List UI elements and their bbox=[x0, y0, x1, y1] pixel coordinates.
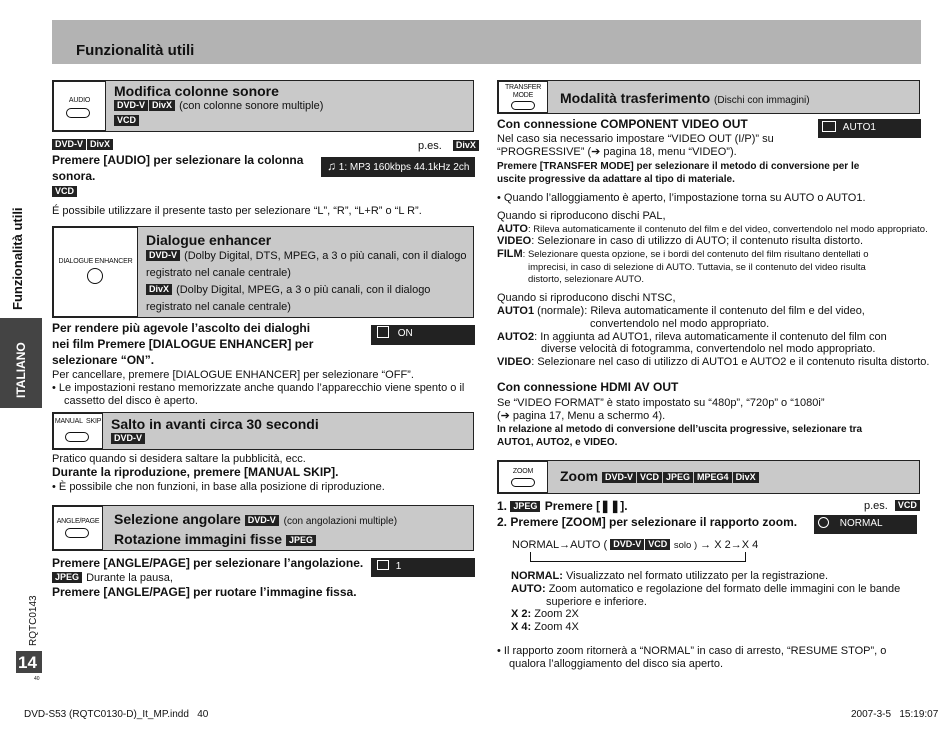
flow-x2: X 2 bbox=[714, 539, 731, 551]
skip-text-1: Pratico quando si desidera saltare la pubblicità, ecc. bbox=[52, 453, 306, 465]
angle-button-icon bbox=[65, 528, 89, 538]
flow-return-line bbox=[530, 552, 746, 562]
pal-auto-key: AUTO bbox=[497, 223, 528, 235]
audio-button-label: AUDIO bbox=[68, 97, 91, 104]
audio-vcd-line bbox=[114, 115, 140, 128]
zoom-title bbox=[560, 468, 760, 484]
pal-auto-value: : Rileva automaticamente il contenuto del film e del video, convertendolo nel modo appropriato. bbox=[527, 224, 928, 235]
zoom-desc-normal-key: NORMAL: bbox=[511, 570, 563, 582]
audio-display-text: 1: MP3 160kbps 44.1kHz 2ch bbox=[338, 162, 470, 173]
audio-instruction-1: Premere [AUDIO] per selezionare la colonna bbox=[52, 153, 304, 167]
zoom-desc-auto-2: superiore e inferiore. bbox=[546, 596, 647, 608]
angle-pause-tag: JPEG bbox=[52, 572, 82, 583]
zoom-desc-auto-1 bbox=[511, 583, 900, 596]
pal-video-value: : Selezionare in caso di utilizzo di AUTO; il contenuto risulta distorto. bbox=[531, 235, 864, 247]
zoom-tag-jpeg: JPEG bbox=[663, 472, 693, 483]
hdmi-2: (➔ pagina 17, Menu a schermo 4). bbox=[497, 410, 666, 422]
ntsc-heading: Quando si riproducono dischi NTSC, bbox=[497, 292, 676, 304]
audio-instruction-2: sonora. bbox=[52, 169, 96, 183]
hdmi-heading: Con connessione HDMI AV OUT bbox=[497, 380, 679, 394]
transfer-button-label-1: TRANSFER bbox=[504, 84, 542, 91]
audio-tag-dvdv: DVD-V bbox=[114, 100, 148, 111]
audio-button-icon bbox=[66, 108, 90, 118]
zoom-desc-normal bbox=[511, 570, 828, 583]
audio-button-box bbox=[53, 81, 106, 131]
angle-button-label: ANGLE/PAGE bbox=[56, 518, 100, 525]
zoom-display-text: NORMAL bbox=[839, 518, 883, 529]
dialogue-line-1a bbox=[146, 250, 467, 263]
audio-note: (con colonne sonore multiple) bbox=[179, 100, 324, 112]
transfer-p1-2: “PROGRESSIVE” (➔ pagina 18, menu “VIDEO”). bbox=[497, 146, 737, 158]
small-number: 40 bbox=[34, 676, 40, 682]
audio-sub-tag-dvdv: DVD-V bbox=[52, 139, 86, 150]
audio-example bbox=[418, 140, 480, 153]
audio-vcd-sub-tag: VCD bbox=[52, 186, 77, 197]
audio-vcd-sub-line bbox=[52, 186, 78, 199]
angle-instruction-2: Premere [ANGLE/PAGE] per ruotare l’immagine fissa. bbox=[52, 585, 357, 599]
dialogue-tag-dvdv: DVD-V bbox=[146, 250, 180, 261]
ntsc-auto1-2: convertendolo nel modo appropriato. bbox=[590, 318, 770, 330]
angle-pause-text: Durante la pausa, bbox=[86, 572, 173, 584]
dialogue-bullet-1: • Le impostazioni restano memorizzate anche quando l’apparecchio viene spento o il bbox=[52, 382, 465, 394]
transfer-bullet: • Quando l’alloggiamento è aperto, l’impostazione torna su AUTO o AUTO1. bbox=[497, 192, 866, 204]
ntsc-auto1 bbox=[497, 305, 865, 318]
ntsc-auto2-value: : In aggiunta ad AUTO1, rileva automaticamente il contenuto del film con bbox=[534, 331, 887, 343]
zoom-desc-x4-key: X 4: bbox=[511, 621, 532, 633]
dialogue-button-icon bbox=[87, 268, 103, 284]
ntsc-video bbox=[497, 356, 929, 369]
audio-vcd-text: É possibile utilizzare il presente tasto per selezionare “L”, “R”, “L+R” o “L R”. bbox=[52, 205, 422, 217]
doc-code: RQTC0143 bbox=[28, 595, 39, 646]
zoom-desc-x2 bbox=[511, 608, 579, 621]
audio-tags-line bbox=[114, 100, 323, 113]
zoom-example-tag: VCD bbox=[895, 500, 920, 511]
transfer-icon bbox=[822, 121, 836, 132]
zoom-step-1-text: Premere [❚❚]. bbox=[544, 499, 628, 513]
audio-display bbox=[321, 157, 475, 177]
flow-auto: AUTO ( bbox=[570, 539, 608, 551]
dialogue-display bbox=[371, 325, 475, 345]
angle-pause-line bbox=[52, 572, 173, 585]
skip-tag-dvdv: DVD-V bbox=[111, 433, 145, 444]
transfer-note: (Dischi con immagini) bbox=[714, 95, 810, 106]
transfer-button-icon bbox=[511, 101, 535, 110]
audio-example-label: p.es. bbox=[418, 140, 442, 152]
zoom-button-icon bbox=[511, 478, 535, 487]
transfer-p2-1: Premere [TRANSFER MODE] per selezionare il metodo di conversione per le bbox=[497, 161, 860, 172]
audio-sub-tags bbox=[52, 139, 114, 152]
flow-arrow-3: → bbox=[730, 539, 742, 551]
flow-tag-vcd: VCD bbox=[645, 539, 670, 550]
dialogue-title: Dialogue enhancer bbox=[146, 232, 272, 248]
dialogue-line-2a bbox=[146, 284, 430, 297]
zoom-button-box bbox=[498, 461, 548, 493]
transfer-title bbox=[560, 90, 810, 106]
zoom-example bbox=[864, 500, 921, 513]
hdmi-3: In relazione al metodo di conversione dell’uscita progressive, selezionare tra bbox=[497, 424, 863, 435]
pal-video bbox=[497, 235, 863, 248]
zoom-step-2: 2. Premere [ZOOM] per selezionare il rapporto zoom. bbox=[497, 515, 798, 529]
zoom-display bbox=[814, 515, 917, 534]
zoom-step-1 bbox=[497, 500, 628, 513]
dialogue-line-1b: registrato nel canale centrale) bbox=[146, 267, 291, 279]
transfer-bullet-text: Quando l’alloggiamento è aperto, l’impostazione torna su AUTO o AUTO1. bbox=[503, 192, 866, 204]
audio-tag-vcd: VCD bbox=[114, 115, 139, 126]
ntsc-video-key: VIDEO bbox=[497, 356, 532, 368]
ntsc-auto2-key: AUTO2 bbox=[497, 331, 535, 343]
pal-film-1 bbox=[497, 248, 869, 261]
transfer-button-label-2: MODE bbox=[512, 92, 534, 99]
dialogue-line-2b: registrato nel canale centrale) bbox=[146, 301, 291, 313]
dialogue-display-text: ON bbox=[397, 328, 413, 339]
skip-title: Salto in avanti circa 30 secondi bbox=[111, 416, 319, 432]
pal-film-value-1: : Selezionare questa opzione, se i bordi del contenuto del film risultano dentellati o bbox=[522, 249, 869, 260]
zoom-tag-divx: DivX bbox=[733, 472, 759, 483]
angle-tag-dvdv: DVD-V bbox=[245, 515, 279, 526]
angle-instruction-1: Premere [ANGLE/PAGE] per selezionare l’angolazione. bbox=[52, 556, 364, 570]
dialogue-line-2a-text: (Dolby Digital, MPEG, a 3 o più canali, con il dialogo bbox=[176, 284, 431, 296]
pal-film-2: imprecisi, in caso di selezione di AUTO. Tuttavia, se il contenuto del video risulta bbox=[528, 262, 866, 273]
flow-normal: NORMAL bbox=[512, 539, 560, 551]
dialogue-instruction-3: selezionare “ON”. bbox=[52, 353, 155, 367]
zoom-title-text: Zoom bbox=[560, 468, 599, 484]
page-number: 14 bbox=[18, 653, 37, 672]
angle-display-text: 1 bbox=[395, 561, 402, 572]
language-label: ITALIANO bbox=[14, 342, 28, 398]
audio-title: Modifica colonne sonore bbox=[114, 83, 279, 99]
zoom-button-label: ZOOM bbox=[512, 468, 534, 475]
music-note-icon: ♫ bbox=[327, 159, 336, 173]
zoom-desc-x4 bbox=[511, 621, 579, 634]
skip-tag-line bbox=[111, 433, 146, 446]
side-tab-label: Funzionalità utili bbox=[10, 207, 25, 310]
pal-heading: Quando si riproducono dischi PAL, bbox=[497, 210, 666, 222]
angle-title-2 bbox=[114, 531, 317, 547]
flow-arrow-2: → bbox=[700, 539, 712, 551]
ntsc-auto2-2: diverse velocità di fotogramma, convertendolo nel modo appropriato. bbox=[541, 343, 876, 355]
flow-arrow-1: → bbox=[559, 539, 571, 551]
skip-button-label: MANUAL SKIP bbox=[54, 418, 102, 425]
skip-bullet-text: È possibile che non funzioni, in base alla posizione di riproduzione. bbox=[58, 481, 385, 493]
dialogue-bullet-2: cassetto del disco è aperto. bbox=[64, 395, 198, 407]
speaker-icon bbox=[377, 326, 389, 338]
transfer-p2-2: uscite progressive da adattare al tipo di materiale. bbox=[497, 174, 735, 185]
zoom-tag-vcd: VCD bbox=[637, 472, 662, 483]
footer-left: DVD-S53 (RQTC0130-D)_It_MP.indd 40 bbox=[24, 709, 209, 720]
audio-sub-tag-divx: DivX bbox=[87, 139, 113, 150]
zoom-desc-x2-value: Zoom 2X bbox=[531, 608, 579, 620]
footer-right: 2007-3-5 15:19:07 bbox=[851, 709, 939, 720]
zoom-tag-mpeg4: MPEG4 bbox=[694, 472, 732, 483]
flow-solo: solo ) bbox=[671, 540, 698, 551]
angle-tag-jpeg: JPEG bbox=[286, 535, 316, 546]
angle-display bbox=[371, 558, 475, 577]
angle-note: (con angolazioni multiple) bbox=[283, 516, 398, 527]
flow-tag-dvdv: DVD-V bbox=[610, 539, 644, 550]
dialogue-line-1a-text: (Dolby Digital, DTS, MPEG, a 3 o più canali, con il dialogo bbox=[184, 250, 467, 262]
dialogue-cancel: Per cancellare, premere [DIALOGUE ENHANCER] per selezionare “OFF”. bbox=[52, 369, 414, 381]
page-title: Funzionalità utili bbox=[76, 42, 195, 59]
transfer-display-text: AUTO1 bbox=[842, 122, 876, 133]
dialogue-tag-divx: DivX bbox=[146, 284, 172, 295]
audio-tag-divx: DivX bbox=[149, 100, 175, 111]
skip-bullet: • È possibile che non funzioni, in base alla posizione di riproduzione. bbox=[52, 481, 385, 493]
ntsc-video-value: : Selezionare nel caso di utilizzo di AUTO1 e AUTO2 e il contenuto risulta distorto. bbox=[531, 356, 930, 368]
pal-video-key: VIDEO bbox=[497, 235, 532, 247]
zoom-tag-dvdv: DVD-V bbox=[602, 472, 636, 483]
zoom-desc-auto-key: AUTO: bbox=[511, 583, 546, 595]
zoom-bullet-1-text: Il rapporto zoom ritornerà a “NORMAL” in caso di arresto, “RESUME STOP”, o bbox=[503, 645, 887, 657]
zoom-desc-x4-value: Zoom 4X bbox=[531, 621, 579, 633]
dialogue-button-label: DIALOGUE ENHANCER bbox=[58, 258, 133, 265]
angle-title-2-text: Rotazione immagini fisse bbox=[114, 531, 283, 547]
pal-film-key: FILM bbox=[497, 248, 523, 260]
zoom-desc-x2-key: X 2: bbox=[511, 608, 532, 620]
zoom-desc-auto-value: Zoom automatico e regolazione del formato delle immagini con le bande bbox=[545, 583, 901, 595]
ntsc-auto1-value: (normale): Rileva automaticamente il contenuto del film e del video, bbox=[534, 305, 865, 317]
transfer-title-text: Modalità trasferimento bbox=[560, 90, 711, 106]
skip-text-2: Durante la riproduzione, premere [MANUAL SKIP]. bbox=[52, 465, 339, 479]
zoom-example-label: p.es. bbox=[864, 500, 888, 512]
zoom-bullet-2: qualora l’alloggiamento del disco sia aperto. bbox=[509, 658, 724, 670]
transfer-display bbox=[818, 119, 921, 138]
zoom-bullet-1: • Il rapporto zoom ritornerà a “NORMAL” in caso di arresto, “RESUME STOP”, o bbox=[497, 645, 887, 657]
dialogue-bullet-1-text: Le impostazioni restano memorizzate anche quando l’apparecchio viene spento o il bbox=[58, 382, 465, 394]
zoom-flow bbox=[512, 539, 758, 552]
magnifier-icon bbox=[818, 517, 829, 528]
angle-title-1 bbox=[114, 511, 397, 527]
component-heading: Con connessione COMPONENT VIDEO OUT bbox=[497, 117, 748, 131]
hdmi-4: AUTO1, AUTO2, e VIDEO. bbox=[497, 437, 618, 448]
ntsc-auto1-key: AUTO1 bbox=[497, 305, 535, 317]
skip-button-icon bbox=[65, 432, 89, 442]
flow-x4: X 4 bbox=[741, 539, 759, 551]
dialogue-instruction-1: Per rendere più agevole l’ascolto dei dialoghi bbox=[52, 321, 311, 335]
hdmi-1: Se “VIDEO FORMAT” è stato impostato su “480p”, “720p” o “1080i” bbox=[497, 397, 825, 409]
audio-example-tag: DivX bbox=[453, 140, 479, 151]
zoom-step-1-tag: JPEG bbox=[510, 501, 540, 512]
zoom-step-1-num: 1. bbox=[497, 499, 508, 513]
angle-title-1-text: Selezione angolare bbox=[114, 511, 241, 527]
pal-film-3: distorto, selezionare AUTO. bbox=[528, 274, 644, 285]
dialogue-instruction-2: nei film Premere [DIALOGUE ENHANCER] per bbox=[52, 337, 314, 351]
transfer-p1-1: Nel caso sia necessario impostare “VIDEO OUT (I/P)” su bbox=[497, 133, 774, 145]
zoom-desc-normal-value: Visualizzato nel formato utilizzato per la registrazione. bbox=[562, 570, 829, 582]
camera-icon bbox=[377, 560, 389, 570]
